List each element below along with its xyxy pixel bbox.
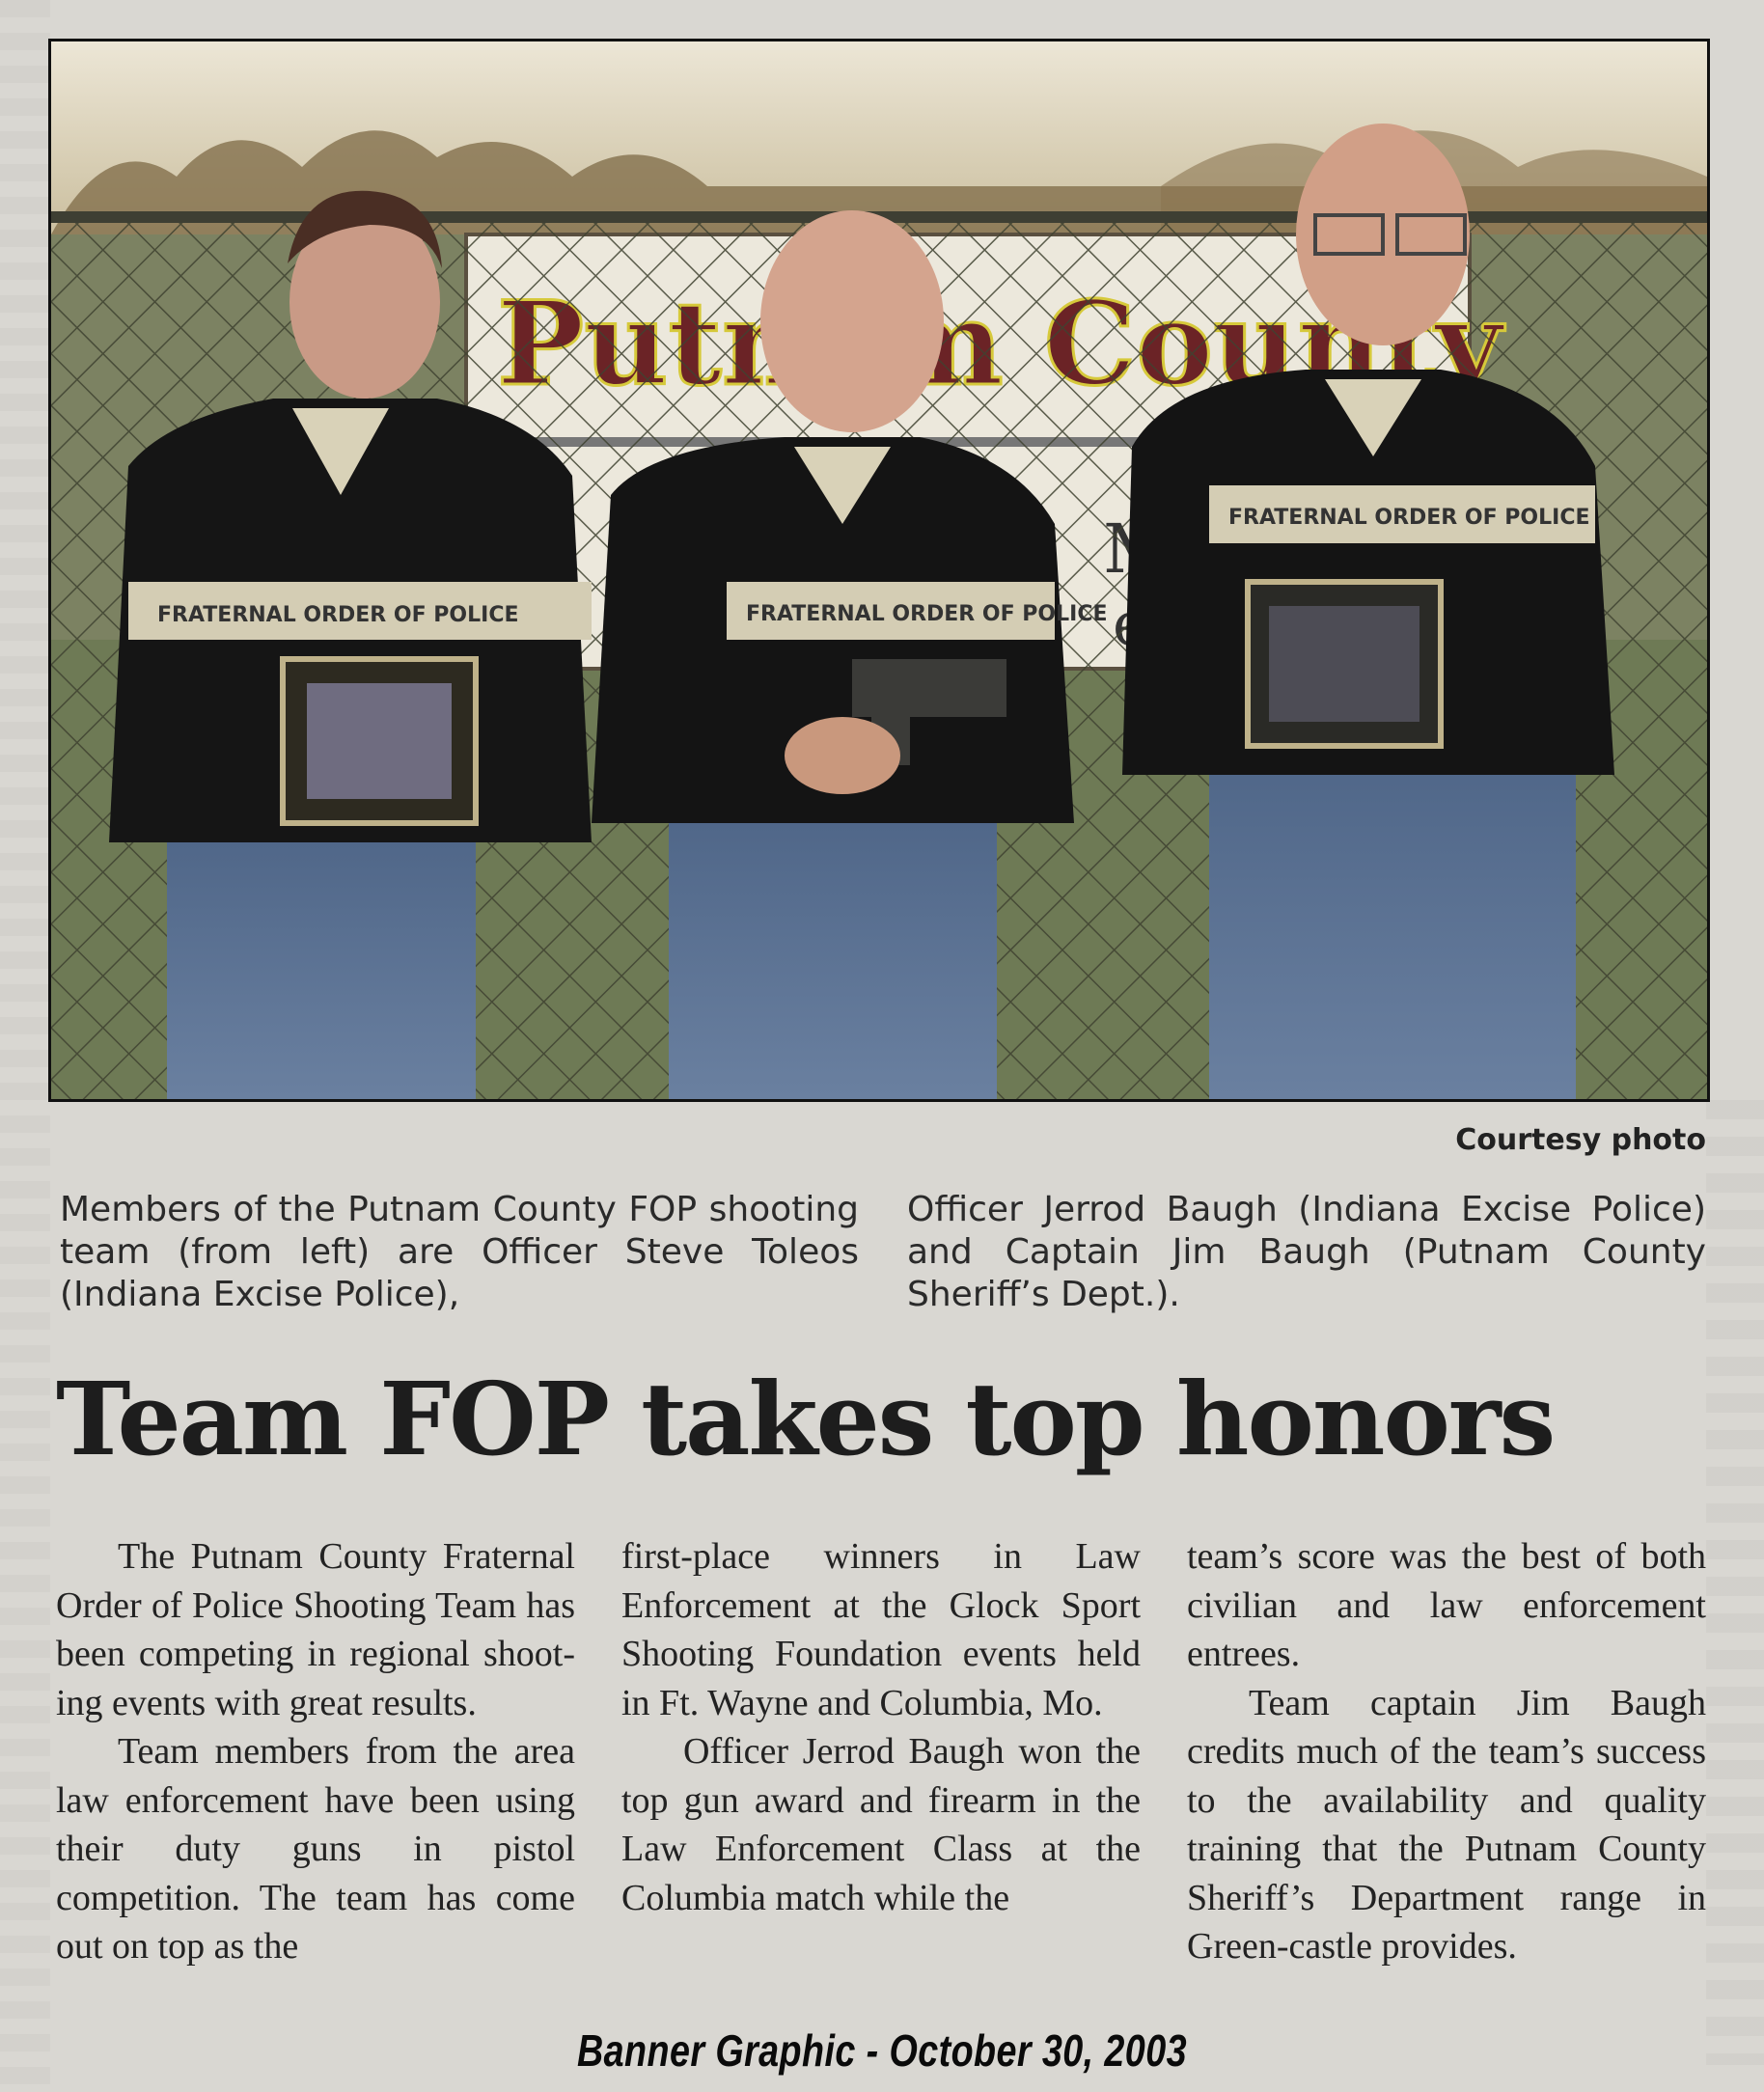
paragraph: team’s score was the best of both civilian and law enforcement entrees. — [1187, 1536, 1706, 1674]
article-column-3 — [1187, 1532, 1706, 1971]
publication-footer: Banner Graphic - October 30, 2003 — [577, 2025, 1187, 2076]
adjacent-column-bleed-right — [1706, 1100, 1764, 2065]
paragraph: Team captain Jim Baugh credits much of the team’s success to the availability and quality training that the Putnam County Sheriff’s Department range in Green-castle provides. — [1187, 1682, 1706, 1967]
shirt-band-right: FRATERNAL ORDER OF POLICE — [1228, 506, 1590, 530]
paragraph: The Putnam County Fraternal Order of Police Shooting Team has been competing in regional shoot-ing events with great results. — [56, 1536, 575, 1723]
shirt-band-left: FRATERNAL ORDER OF POLICE — [157, 603, 519, 627]
article-headline: Team FOP takes top honors — [56, 1360, 1555, 1478]
article-column-1 — [56, 1532, 575, 1971]
photo-credit: Courtesy photo — [1455, 1123, 1706, 1157]
paragraph: first-place winners in Law Enforcement at the Glock Sport Shooting Foundation events held in Ft. Wayne and Columbia, Mo. — [621, 1536, 1141, 1723]
paragraph: Team members from the area law enforcement have been using their duty guns in pistol competition. The team has come out on top as the — [56, 1731, 575, 1967]
photo-caption-left: Members of the Putnam County FOP shooting team (from left) are Officer Steve Toleos (Indiana Excise Police), — [60, 1190, 859, 1314]
photo-caption-right: Officer Jerrod Baugh (Indiana Excise Police) and Captain Jim Baugh (Putnam County Sheriff’s Dept.). — [907, 1190, 1706, 1314]
paragraph: Officer Jerrod Baugh won the top gun award and firearm in the Law Enforcement Class at the Columbia match while the — [621, 1731, 1141, 1918]
adjacent-column-bleed-left — [0, 0, 50, 2092]
article-column-2 — [621, 1532, 1141, 1922]
team-photo — [48, 39, 1710, 1102]
shirt-band-center: FRATERNAL ORDER OF POLICE — [746, 602, 1108, 626]
